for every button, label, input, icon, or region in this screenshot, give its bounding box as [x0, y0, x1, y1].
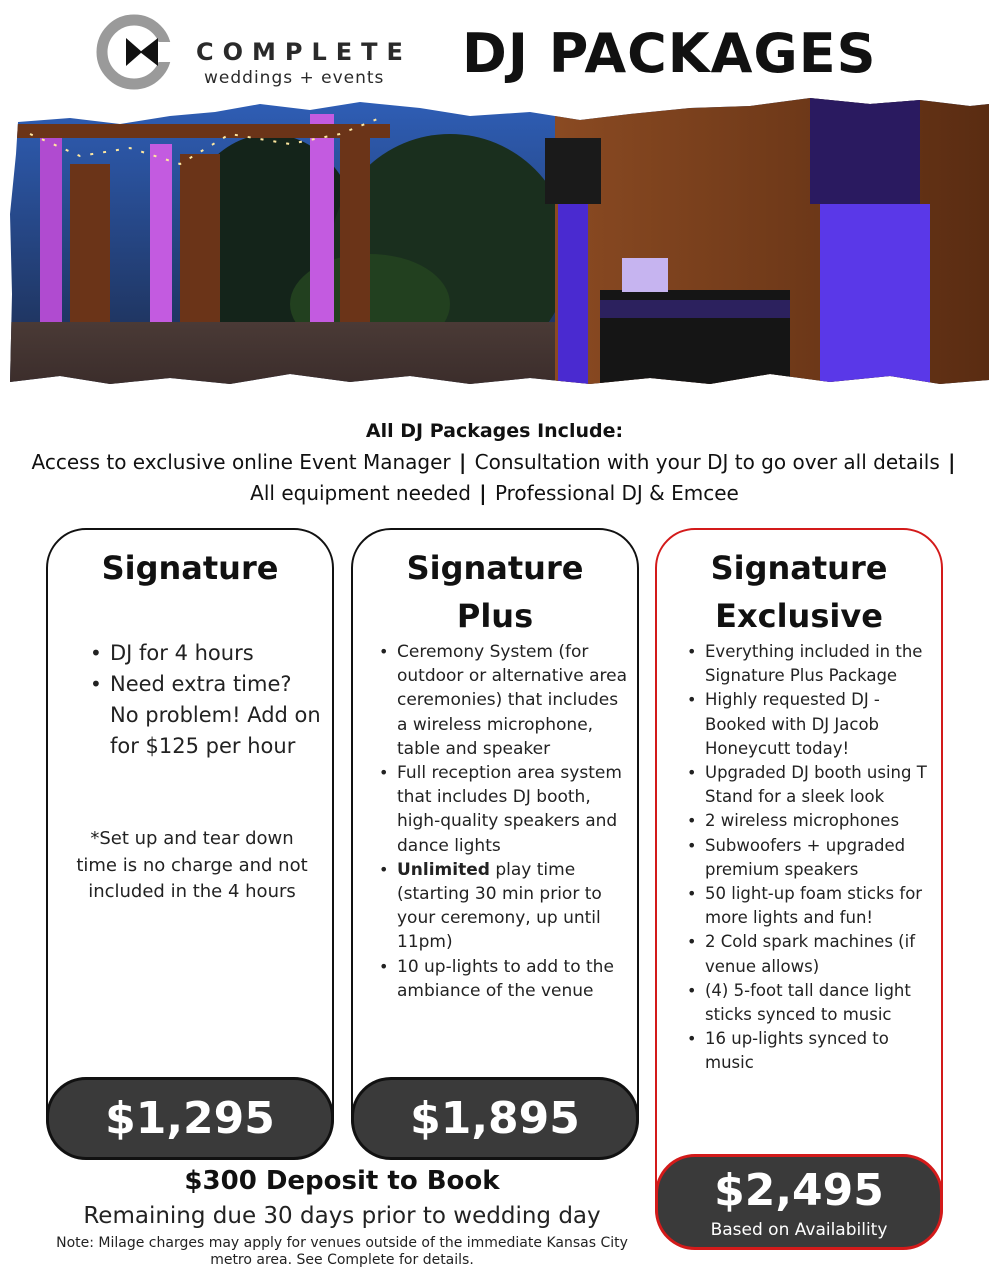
- separator: |: [948, 450, 956, 474]
- feature-text: play time (starting 30 min prior to your ceremony, up until 11pm): [397, 859, 602, 953]
- separator: |: [479, 481, 487, 505]
- feature-item: • 10 up-lights to add to the ambiance of the venue: [375, 955, 631, 1003]
- feature-item: • Ceremony System (for outdoor or alternative area ceremonies) that includes a wireless microphone, table and speaker: [375, 640, 631, 761]
- package-features: [683, 640, 939, 1076]
- include-item-professional-dj: Professional DJ & Emcee: [494, 481, 739, 505]
- separator: |: [459, 450, 467, 474]
- feature-item: • Need extra time? No problem! Add on for $125 per hour: [86, 669, 322, 762]
- package-features: [86, 638, 322, 762]
- package-card-signature-exclusive: [655, 528, 943, 1248]
- includes-line-1: [0, 450, 989, 474]
- package-title-line-1: Signature: [406, 549, 584, 587]
- feature-item: • Subwoofers + upgraded premium speakers: [683, 834, 939, 882]
- package-title-line-2: Plus: [456, 597, 534, 635]
- feature-item: • (4) 5-foot tall dance light sticks synced to music: [683, 979, 939, 1027]
- price-amount: $2,495: [714, 1165, 884, 1216]
- hero-photo: [10, 94, 989, 390]
- brand-mark-icon: [96, 14, 172, 90]
- page-title: DJ PACKAGES: [462, 22, 877, 85]
- feature-item: • 2 wireless microphones: [683, 809, 939, 833]
- remaining-balance-note: Remaining due 30 days prior to wedding day: [83, 1203, 601, 1229]
- brand-name: COMPLETE: [196, 38, 412, 66]
- feature-item: [375, 858, 631, 955]
- setup-note: *Set up and tear down time is no charge and not included in the 4 hours: [76, 828, 308, 902]
- package-card-signature-plus: [351, 528, 639, 1158]
- package-title: Signature: [101, 549, 279, 587]
- include-item-event-manager: Access to exclusive online Event Manager: [31, 450, 451, 474]
- feature-item: • 16 up-lights synced to music: [683, 1027, 939, 1075]
- package-title: [353, 544, 637, 640]
- brand-logo: [96, 14, 416, 90]
- feature-item: • Full reception area system that includes DJ booth, high-quality speakers and dance lights: [375, 761, 631, 858]
- feature-highlight: Unlimited: [397, 859, 490, 880]
- feature-item: • 2 Cold spark machines (if venue allows): [683, 930, 939, 978]
- mileage-note: Note: Milage charges may apply for venues outside of the immediate Kansas City metro area. See Complete for details.: [56, 1235, 628, 1268]
- include-item-consultation: Consultation with your DJ to go over all details: [474, 450, 940, 474]
- package-card-signature: [46, 528, 334, 1158]
- deposit-heading: $300 Deposit to Book: [184, 1166, 500, 1196]
- brand-tagline: weddings + events: [204, 68, 385, 88]
- package-features: [375, 640, 631, 1003]
- feature-item: • DJ for 4 hours: [86, 638, 322, 669]
- package-title: [657, 544, 941, 640]
- includes-heading: All DJ Packages Include:: [365, 420, 624, 442]
- package-title-line-1: Signature: [710, 549, 888, 587]
- package-price: $1,295: [46, 1077, 334, 1160]
- package-price: [655, 1154, 943, 1250]
- feature-item: • Everything included in the Signature Plus Package: [683, 640, 939, 688]
- package-title-line-2: Exclusive: [715, 597, 883, 635]
- includes-line-2: [0, 481, 989, 505]
- feature-item: • Upgraded DJ booth using T Stand for a sleek look: [683, 761, 939, 809]
- feature-item: • 50 light-up foam sticks for more lights and fun!: [683, 882, 939, 930]
- include-item-equipment: All equipment needed: [250, 481, 471, 505]
- price-availability-note: Based on Availability: [710, 1220, 888, 1240]
- feature-item: • Highly requested DJ - Booked with DJ Jacob Honeycutt today!: [683, 688, 939, 761]
- package-price: $1,895: [351, 1077, 639, 1160]
